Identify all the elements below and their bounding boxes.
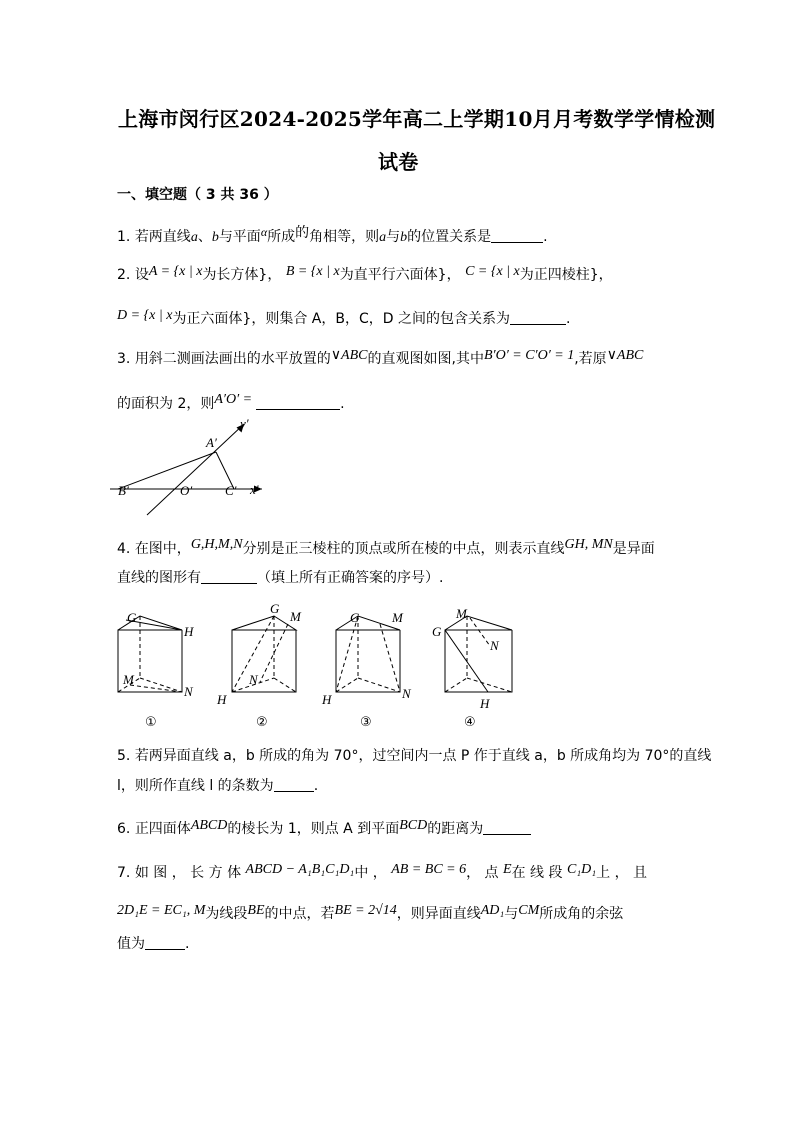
question-2: 2. 设A = {x | x为长方体}， B = {x | x为直平行六面体}， C = {x | x为正四棱柱}，: [117, 264, 613, 283]
question-number: 3.: [117, 351, 131, 367]
label-N: N: [402, 686, 411, 701]
answer-blank[interactable]: [483, 820, 531, 835]
label-G: G: [350, 610, 360, 625]
answer-blank[interactable]: [201, 569, 257, 584]
question-5-cont: l，则所作直线 l 的条数为 .: [117, 778, 319, 794]
label-N: N: [249, 672, 258, 687]
label-H: H: [217, 692, 227, 707]
segment-B-A: [118, 452, 216, 489]
label-x: x′: [250, 482, 259, 497]
question-6: 6. 正四面体ABCD的棱长为 1，则点 A 到平面BCD的距离为: [117, 816, 531, 839]
label-N: N: [490, 638, 499, 653]
label-M: M: [123, 672, 134, 687]
figure-3: [336, 616, 400, 692]
label-G: G: [127, 610, 137, 625]
figure-4: [445, 616, 512, 692]
figure-3-number: ③: [360, 715, 372, 730]
figure-1-number: ①: [145, 715, 157, 730]
page-title-line2: 试卷: [378, 150, 419, 174]
question-1: 1. 若两直线a、b与平面α所成的角相等，则a与b的位置关系是 .: [117, 225, 548, 245]
figure-4-number: ④: [464, 715, 476, 730]
label-H: H: [322, 692, 332, 707]
label-H: H: [184, 624, 194, 639]
question-number: 7.: [117, 865, 131, 881]
question-5: 5. 若两异面直线 a，b 所成的角为 70°，过空间内一点 P 作于直线 a，b 所成角均为 70°的直线: [117, 748, 712, 764]
question-number: 5.: [117, 748, 131, 764]
question-2-cont: D = {x | x为正六面体}，则集合 A，B，C，D 之间的包含关系为 .: [117, 308, 571, 327]
question-number: 4.: [117, 541, 131, 557]
label-M: M: [290, 609, 301, 624]
label-H: H: [480, 696, 490, 711]
label-M: M: [392, 610, 403, 625]
label-N: N: [184, 684, 193, 699]
label-A: A′: [206, 435, 217, 450]
label-y: y′: [240, 416, 249, 431]
question-number: 1.: [117, 229, 131, 245]
section-heading: 一、填空题（ 3 共 36 ）: [117, 187, 278, 203]
page-title: 上海市闵行区2024-2025学年高二上学期10月月考数学学情检测: [118, 107, 716, 131]
answer-blank[interactable]: [510, 310, 566, 325]
question-number: 2.: [117, 267, 131, 283]
label-B: B′: [118, 483, 129, 498]
y-axis: [147, 424, 244, 515]
label-C: C′: [225, 483, 237, 498]
question-3: 3. 用斜二测画法画出的水平放置的∨ABC的直观图如图,其中B′O′ = C′O′ = 1,若原∨ABC: [117, 348, 644, 367]
answer-blank[interactable]: [145, 935, 185, 950]
question-3-cont: 的面积为 2，则A′O′ = .: [117, 392, 345, 412]
label-G: G: [270, 601, 280, 616]
answer-blank[interactable]: [274, 777, 314, 792]
question-4-cont: 直线的图形有 （填上所有正确答案的序号）.: [117, 570, 444, 586]
question-7-cont2: 值为 .: [117, 936, 190, 952]
question-number: 6.: [117, 821, 131, 837]
prism-figures: [110, 600, 530, 735]
label-O: O′: [180, 483, 193, 498]
label-G: G: [432, 624, 442, 639]
label-M: M: [456, 606, 467, 621]
figure-2-number: ②: [256, 715, 268, 730]
answer-blank[interactable]: [256, 395, 340, 410]
question-7-cont: 2D₁E = EC₁, M为线段BE的中点，若BE = 2√14，则异面直线AD₁与CM所成角的余弦: [117, 903, 624, 922]
question-7: 7. 如 图 ， 长 方 体 ABCD − A₁B₁C₁D₁中 ， AB = BC = 6， 点 E在 线 段 C₁D₁上 ， 且: [117, 862, 648, 881]
figure-2: [232, 616, 296, 692]
question-4: 4. 在图中，G,H,M,N分别是正三棱柱的顶点或所在棱的中点，则表示直线GH, MN是异面: [117, 537, 655, 557]
oblique-projection-figure: [110, 415, 280, 525]
answer-blank[interactable]: [491, 228, 543, 243]
